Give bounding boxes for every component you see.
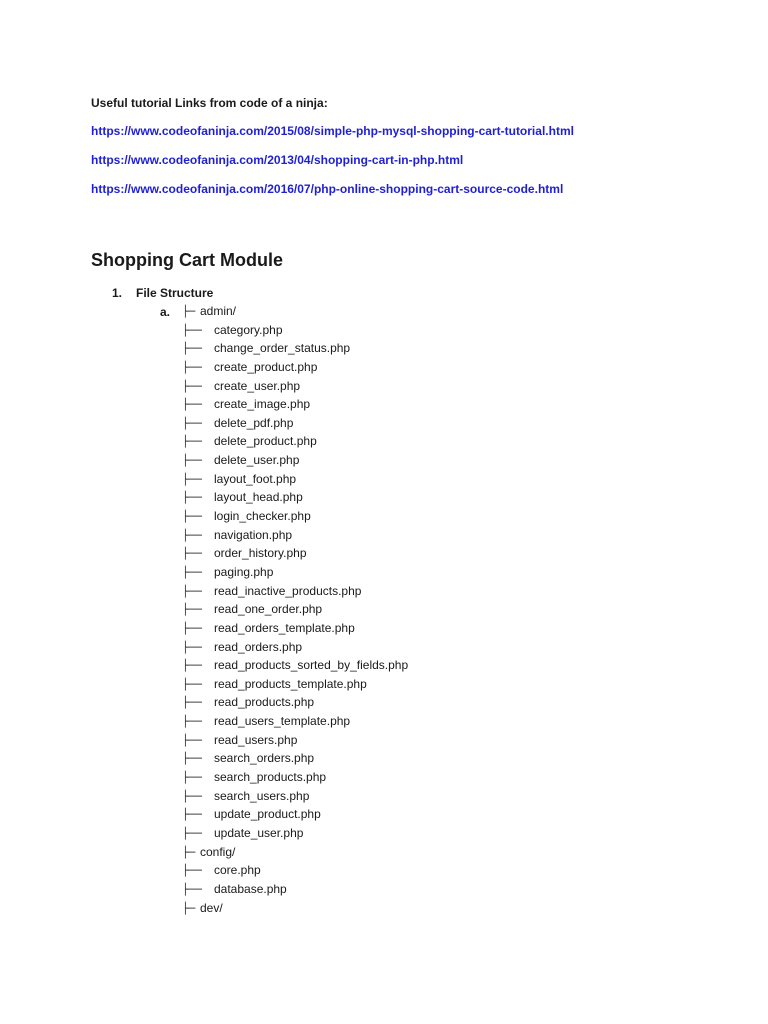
tree-file-item bbox=[182, 377, 408, 396]
file-name: order_history.php bbox=[214, 546, 307, 561]
tree-file-item bbox=[182, 861, 408, 880]
tree-file-item bbox=[182, 656, 408, 675]
tree-branch-glyph: ├── bbox=[182, 528, 202, 542]
file-name: read_products_sorted_by_fields.php bbox=[214, 658, 409, 673]
tree-branch-glyph: ├─ bbox=[182, 845, 196, 859]
file-name: read_inactive_products.php bbox=[214, 583, 362, 598]
tree-folder-item bbox=[182, 899, 408, 918]
tree-branch-glyph: ├── bbox=[182, 454, 202, 468]
file-name: update_user.php bbox=[214, 825, 304, 840]
tree-file-item bbox=[182, 321, 408, 340]
tree-file-item bbox=[182, 544, 408, 563]
tree-branch-glyph: ├── bbox=[182, 472, 202, 486]
tutorial-link-2[interactable]: https://www.codeofaninja.com/2013/04/shopping-cart-in-php.html bbox=[91, 153, 464, 167]
tree-branch-glyph: ├── bbox=[182, 565, 202, 579]
tree-file-item bbox=[182, 731, 408, 750]
tree-branch-glyph: ├── bbox=[182, 584, 202, 598]
tree-file-item bbox=[182, 507, 408, 526]
tree-branch-glyph: ├── bbox=[182, 510, 202, 524]
tree-file-item bbox=[182, 358, 408, 377]
section-heading: Shopping Cart Module bbox=[91, 250, 283, 270]
file-tree bbox=[182, 302, 408, 917]
intro-text: Useful tutorial Links from code of a ninja: bbox=[91, 96, 328, 110]
file-name: database.php bbox=[214, 881, 287, 896]
file-name: read_orders.php bbox=[214, 639, 303, 654]
file-name: read_products_template.php bbox=[214, 676, 367, 691]
link-item bbox=[91, 124, 574, 153]
tree-folder-item bbox=[182, 302, 408, 321]
file-name: create_product.php bbox=[214, 359, 318, 374]
tree-branch-glyph: ├── bbox=[182, 323, 202, 337]
tree-branch-glyph: ├── bbox=[182, 416, 202, 430]
file-name: read_one_order.php bbox=[214, 602, 323, 617]
tree-branch-glyph: ├── bbox=[182, 621, 202, 635]
tree-file-item bbox=[182, 600, 408, 619]
tree-branch-glyph: ├── bbox=[182, 640, 202, 654]
file-name: delete_user.php bbox=[214, 453, 300, 468]
tree-file-item bbox=[182, 768, 408, 787]
file-name: read_users_template.php bbox=[214, 714, 351, 729]
folder-name: config/ bbox=[200, 844, 236, 859]
tree-branch-glyph: ├── bbox=[182, 398, 202, 412]
tree-file-item bbox=[182, 526, 408, 545]
tutorial-link-1[interactable]: https://www.codeofaninja.com/2015/08/simple-php-mysql-shopping-cart-tutorial.html bbox=[91, 124, 574, 138]
folder-name: dev/ bbox=[200, 900, 223, 915]
tree-branch-glyph: ├── bbox=[182, 677, 202, 691]
tree-branch-glyph: ├── bbox=[182, 864, 202, 878]
tree-file-item bbox=[182, 488, 408, 507]
tree-file-item bbox=[182, 749, 408, 768]
file-structure-title: File Structure bbox=[136, 286, 214, 300]
tree-branch-glyph: ├── bbox=[182, 696, 202, 710]
tree-branch-glyph: ├── bbox=[182, 659, 202, 673]
tree-branch-glyph: ├── bbox=[182, 715, 202, 729]
tree-file-item bbox=[182, 432, 408, 451]
folder-name: admin/ bbox=[200, 304, 237, 318]
link-item bbox=[91, 182, 574, 211]
tree-branch-glyph: ├── bbox=[182, 547, 202, 561]
file-name: create_user.php bbox=[214, 378, 301, 393]
tree-file-item bbox=[182, 563, 408, 582]
tree-branch-glyph: ├── bbox=[182, 882, 202, 896]
tree-branch-glyph: ├── bbox=[182, 491, 202, 505]
tree-branch-glyph: ├── bbox=[182, 342, 202, 356]
link-item bbox=[91, 153, 574, 182]
tutorial-links-list bbox=[91, 124, 574, 211]
tree-folder-item bbox=[182, 843, 408, 862]
file-name: category.php bbox=[214, 322, 283, 337]
tree-file-item bbox=[182, 824, 408, 843]
tree-file-item bbox=[182, 395, 408, 414]
file-name: search_users.php bbox=[214, 788, 310, 803]
tree-file-item bbox=[182, 638, 408, 657]
tree-file-item bbox=[182, 451, 408, 470]
tree-branch-glyph: ├── bbox=[182, 603, 202, 617]
tree-branch-glyph: ├─ bbox=[182, 901, 196, 915]
file-name: read_users.php bbox=[214, 732, 298, 747]
tree-file-item bbox=[182, 693, 408, 712]
tree-file-item bbox=[182, 414, 408, 433]
file-name: login_checker.php bbox=[214, 509, 311, 524]
tree-branch-glyph: ├── bbox=[182, 789, 202, 803]
file-name: paging.php bbox=[214, 564, 274, 579]
tree-file-item bbox=[182, 619, 408, 638]
file-name: read_orders_template.php bbox=[214, 620, 355, 635]
tree-file-item bbox=[182, 470, 408, 489]
file-name: create_image.php bbox=[214, 397, 311, 412]
list-number: 1. bbox=[112, 286, 123, 300]
tree-file-item bbox=[182, 880, 408, 899]
file-name: navigation.php bbox=[214, 527, 293, 542]
file-name: core.php bbox=[214, 863, 261, 878]
tree-branch-glyph: ├── bbox=[182, 826, 202, 840]
tree-branch-glyph: ├── bbox=[182, 752, 202, 766]
file-name: delete_product.php bbox=[214, 434, 317, 449]
file-name: search_orders.php bbox=[214, 751, 315, 766]
tree-branch-glyph: ├── bbox=[182, 733, 202, 747]
file-name: search_products.php bbox=[214, 770, 327, 785]
file-name: layout_foot.php bbox=[214, 471, 297, 486]
tree-branch-glyph: ├── bbox=[182, 435, 202, 449]
tree-branch-glyph: ├─ bbox=[182, 305, 196, 318]
file-name: delete_pdf.php bbox=[214, 415, 294, 430]
tree-file-item bbox=[182, 805, 408, 824]
file-name: change_order_status.php bbox=[214, 341, 351, 356]
file-name: update_product.php bbox=[214, 807, 321, 822]
tree-file-item bbox=[182, 712, 408, 731]
tutorial-link-3[interactable]: https://www.codeofaninja.com/2016/07/php-online-shopping-cart-source-code.html bbox=[91, 182, 564, 196]
tree-file-item bbox=[182, 339, 408, 358]
file-name: read_products.php bbox=[214, 695, 315, 710]
file-name: layout_head.php bbox=[214, 490, 303, 505]
sub-list-marker: a. bbox=[160, 305, 171, 319]
tree-file-item bbox=[182, 675, 408, 694]
tree-branch-glyph: ├── bbox=[182, 379, 202, 393]
tree-file-item bbox=[182, 787, 408, 806]
tree-file-item bbox=[182, 582, 408, 601]
file-structure-item bbox=[112, 286, 213, 300]
tree-branch-glyph: ├── bbox=[182, 771, 202, 785]
tree-branch-glyph: ├── bbox=[182, 808, 202, 822]
tree-branch-glyph: ├── bbox=[182, 360, 202, 374]
